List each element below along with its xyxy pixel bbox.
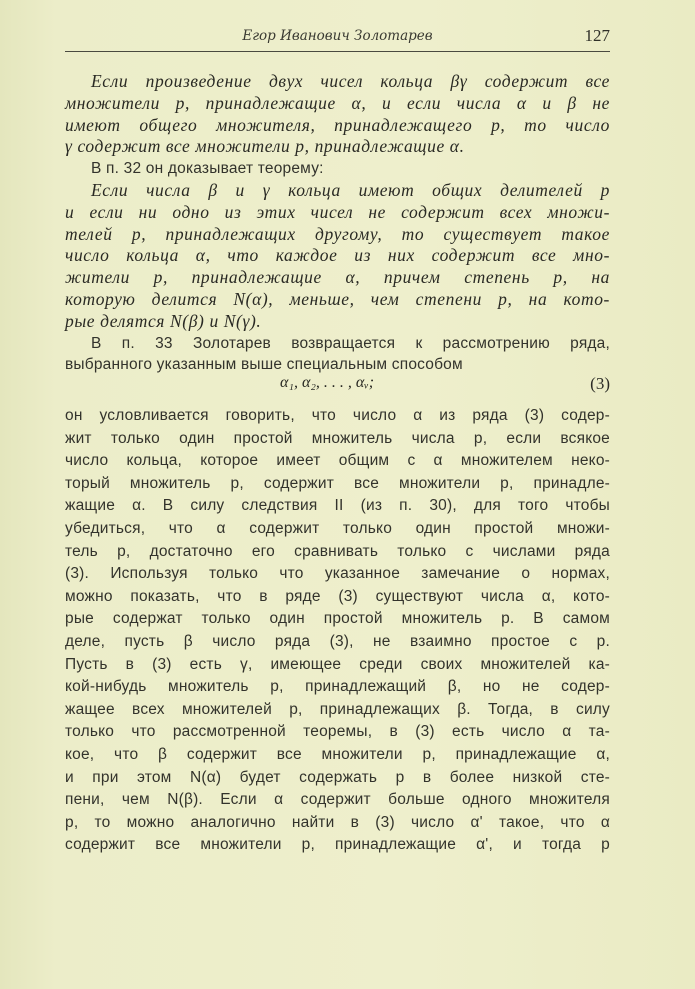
text-line: (3). Используя только что указанное замечание о нормах, [65,565,610,583]
text-line: убедиться, что α содержит только один простой множи- [65,519,610,537]
text-line: тель p, достаточно его сравнивать только с числами ряда [65,542,610,560]
text-line: γ содержит все множители p, принадлежащие α. [65,136,465,157]
text-line: торый множитель p, содержит все множители p, принадле- [65,474,610,492]
text-line: Пусть в (3) есть γ, имеющее среди своих множителей ка- [65,655,610,673]
text-line: жащее всех множителей p, принадлежащих β. Тогда, в силу [65,700,610,718]
text-line: рые содержат только один простой множитель p. В самом [65,610,610,628]
page-number: 127 [584,26,610,45]
text-line: он условливается говорить, что число α из ряда (3) содер- [65,407,610,424]
formula-expression: α₁, α₂, . . . , αᵥ; [280,374,375,391]
running-header-title: Егор Иванович Золотарев [242,28,433,44]
text-line: которую делится N(α), меньше, чем степени p, на кото- [65,288,610,309]
text-line: жит только один простой множитель числа p, если всякое [65,429,610,447]
text-line: p, то можно аналогично найти в (3) число α' такое, что α [65,813,610,831]
text-line: выбранного указанным выше специальным способом [65,356,463,374]
text-line: имеют общего множителя, принадлежащего p, то число [65,114,610,135]
lower-text-block [65,405,610,857]
text-line: кой-нибудь множитель p, принадлежащий β, но не содер- [65,678,610,696]
text-line: только что рассмотренной теоремы, в (3) есть число α та- [65,723,610,741]
text-line: число кольца α, что каждое из них содержит все мно- [65,245,610,266]
text-line: В п. 33 Золотарев возвращается к рассмотрению ряда, [91,334,610,352]
text-line: телей p, принадлежащих другому, то существует такое [65,223,610,244]
text-line: Если произведение двух чисел кольца βγ содержит все [91,71,610,91]
text-line: жители p, принадлежащие α, причем степень p, на [65,267,610,288]
text-line: деле, пусть β число ряда (3), не взаимно простое с p. [65,632,610,650]
text-line: число кольца, которое имеет общим с α множителем неко- [65,452,610,470]
text-line: рые делятся N(β) и N(γ). [65,310,262,331]
text-line: и если ни одно из этих чисел не содержит всех множи- [65,201,610,222]
text-line: Если числа β и γ кольца имеют общих делителей p [91,179,610,200]
upper-text-block [65,71,610,376]
text-line: В п. 32 он доказывает теорему: [91,160,324,178]
text-line: содержит все множители p, принадлежащие α', и тогда p [65,836,610,854]
text-line: множители p, принадлежащие α, и если числа α и β не [65,92,610,113]
text-line: можно показать, что в ряде (3) существуют числа α, кото- [65,587,610,605]
text-line: жащие α. В силу следствия II (из п. 30), для того чтобы [65,497,610,515]
text-line: и при этом N(α) будет содержать p в более низкой сте- [65,768,610,786]
formula-number: (3) [590,374,610,393]
header-rule [65,51,610,52]
running-header [65,26,610,48]
formula-line [65,374,610,396]
text-line: кое, что β содержит все множители p, принадлежащие α, [65,745,610,763]
text-line: пени, чем N(β). Если α содержит больше одного множителя [65,791,610,809]
